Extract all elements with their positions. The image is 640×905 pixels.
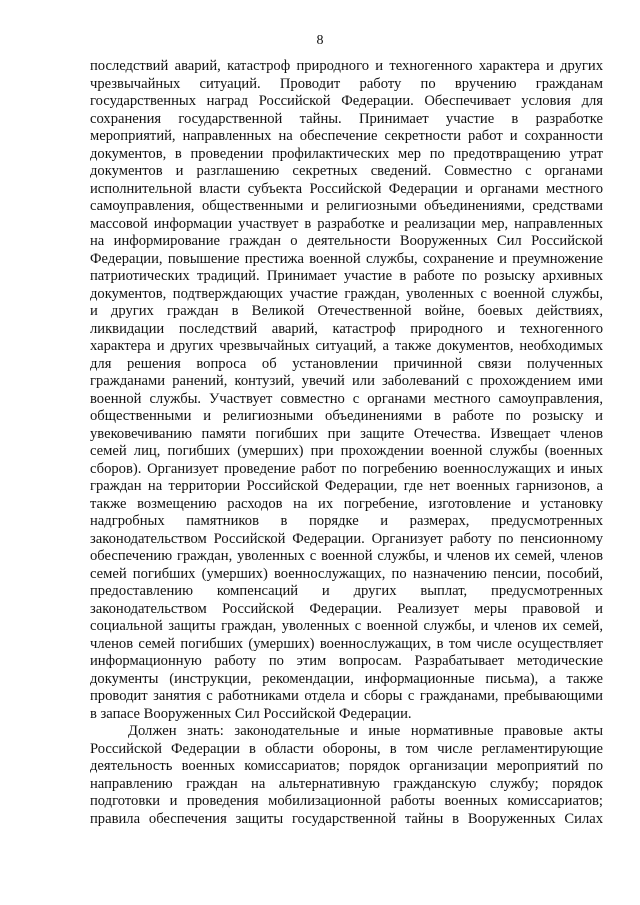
text-line: документов и разглашению секретных сведений. Совместно с органами [90,163,603,179]
text-line: законодательством Российской Федерации. Реализует меры правовой и [90,600,603,617]
text-line: проводит занятия с работниками отдела и сборы с гражданами, пребывающими [90,688,603,704]
text-line: сборов). Организует проведение работ по погребению военнослужащих и иных [90,460,603,477]
text-line: семей погибших (умерших) военнослужащих, по назначению пенсии, пособий, [90,565,603,582]
text-line: Российской Федерации в области обороны, в том числе регламентирующие [90,740,603,757]
document-body [90,58,603,828]
text-line: подготовки и проведения мобилизационной работы военных комиссариатов; [90,793,603,809]
text-line: законодательством Российской Федерации. Организует работу по пенсионному [90,530,603,547]
page-number: 8 [316,33,324,48]
text-line: Должен знать: законодательные и иные нормативные правовые акты [128,723,603,739]
text-line: последствий аварий, катастроф природного и техногенного характера и других [90,58,603,74]
text-line: государственных наград Российской Федерации. Обеспечивает условия для [90,93,603,109]
text-line: предоставлению компенсаций и других выплат, предусмотренных [90,583,603,599]
text-line: массовой информации участвует в разработке и реализации мер, направленных [90,215,603,232]
text-line: семей лиц, погибших (умерших) при прохождении военной службы (военных [90,443,603,459]
text-line: патриотических традиций. Принимает участие в работе по розыску архивных [90,268,603,284]
text-line: социальной защиты граждан, уволенных с военной службы, и членов их семей, [90,618,603,634]
text-line: характера и других чрезвычайных ситуаций, а также документов, необходимых [90,338,603,354]
text-line: мероприятий, направленных на обеспечение секретности работ и сохранности [90,128,603,144]
text-line: граждан на территории Российской Федерации, где нет военных гарнизонов, а [90,478,603,494]
text-line: документы (инструкции, рекомендации, информационные письма), а также [90,670,603,687]
text-line: в запасе Вооруженных Сил Российской Федерации. [90,705,412,722]
paragraph [90,723,603,828]
text-line: деятельность военных комиссариатов; порядок организации мероприятий по [90,758,603,774]
text-line: сохранения государственной тайны. Принимает участие в разработке [90,110,603,127]
text-line: общественными и религиозными объединениями в работе по розыску и [90,408,603,424]
text-line: Федерации, повышение престижа военной службы, сохранение и преумножение [90,250,603,267]
text-line: документов, в проведении профилактических мер по предотвращению утрат [90,145,603,162]
text-line: обеспечению граждан, уволенных с военной службы, и членов их семей, членов [90,548,603,564]
text-line: документов, подтверждающих участие граждан, уволенных с военной службы, [90,285,603,302]
text-line: членов семей погибших (умерших) военнослужащих, в том числе осуществляет [90,635,603,652]
text-line: на информирование граждан о деятельности Вооруженных Сил Российской [90,233,603,249]
paragraph [90,58,603,723]
text-line: и других граждан в Великой Отечественной войне, боевых действиях, [90,303,603,319]
text-line: для решения вопроса об установлении причинной связи полученных [90,355,603,372]
text-line: правила обеспечения защиты государственной тайны в Вооруженных Силах [90,810,603,827]
text-line: направлению граждан на альтернативную гражданскую службу; порядок [90,775,603,792]
text-line: надгробных памятников в порядке и размерах, предусмотренных [90,513,603,529]
text-line: военной службы. Участвует совместно с органами местного самоуправления, [90,390,603,407]
text-line: исполнительной власти субъекта Российской Федерации и органами местного [90,180,603,197]
text-line: гражданами ранений, контузий, увечий или заболеваний с прохождением ими [90,373,603,389]
text-line: чрезвычайных ситуаций. Проводит работу по вручению гражданам [90,75,603,92]
text-line: ликвидации последствий аварий, катастроф природного и техногенного [90,320,603,337]
text-line: увековечиванию памяти погибших при защите Отечества. Извещает членов [90,425,603,442]
text-line: информационную работу по этим вопросам. Разрабатывает методические [90,653,603,669]
text-line: также возмещению расходов на их погребение, изготовление и установку [90,495,603,512]
text-line: самоуправления, общественными и религиозными объединениями, средствами [90,198,603,214]
